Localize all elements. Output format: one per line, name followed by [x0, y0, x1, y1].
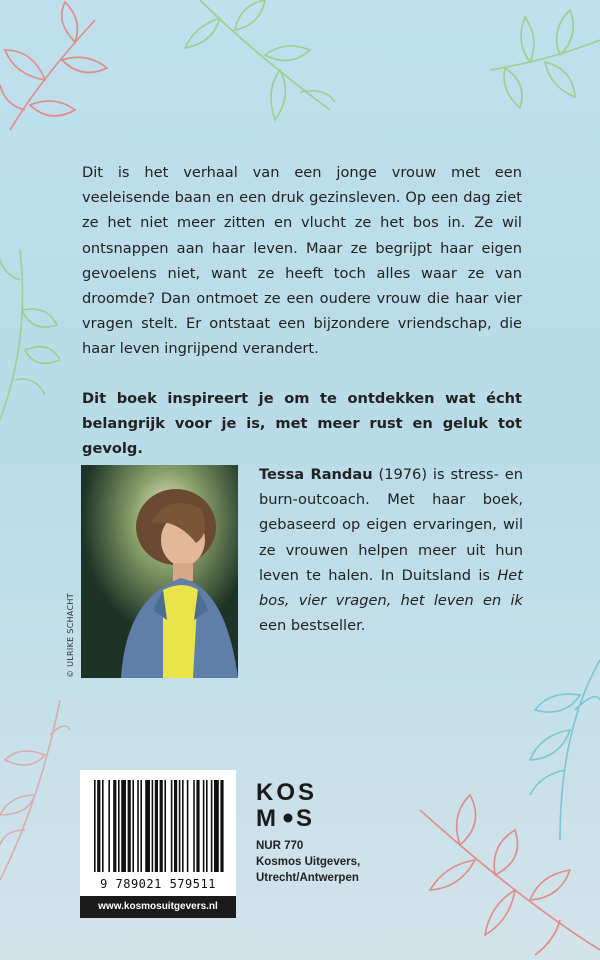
logo-line2-left: M	[256, 805, 276, 830]
leaf-sprig-bottom-right-icon	[400, 780, 600, 960]
publisher-url: www.kosmosuitgevers.nl	[80, 896, 236, 918]
kosmos-logo-icon	[256, 778, 326, 830]
barcode-bar	[94, 780, 96, 872]
barcode-bar	[152, 780, 154, 872]
author-bio-part2: een bestseller.	[259, 617, 366, 635]
nur-code: NUR 770	[256, 840, 304, 852]
barcode-bar	[97, 780, 100, 872]
barcode-box	[80, 770, 236, 918]
author-photo	[81, 465, 238, 678]
barcode-bar	[174, 780, 177, 872]
isbn-number: 9 789021 579511	[100, 877, 216, 891]
barcode-bar	[203, 780, 205, 872]
leaf-sprig-top-center-icon	[180, 0, 340, 130]
book-title: Het bos, vier vragen, het leven en ik	[259, 566, 523, 610]
author-photo-illustration	[81, 465, 238, 678]
barcode-bar	[108, 780, 110, 872]
barcode-bar	[160, 780, 163, 872]
leaf-sprig-top-left-icon	[0, 0, 140, 140]
logo-line2-right: S	[296, 805, 313, 830]
barcode-bar	[155, 780, 158, 872]
barcode-bar	[179, 780, 181, 872]
barcode-bar	[121, 780, 126, 872]
barcode-bar	[164, 780, 166, 872]
barcode-bar	[113, 780, 116, 872]
publisher-info	[256, 838, 376, 886]
leaf-sprig-top-right-icon	[450, 0, 600, 130]
publisher-name: Kosmos Uitgevers,	[256, 856, 361, 868]
barcode-bar	[132, 780, 134, 872]
barcode-bar	[220, 780, 223, 872]
publisher-city: Utrecht/Antwerpen	[256, 872, 359, 884]
barcode-bar	[196, 780, 199, 872]
barcode-bar	[102, 780, 104, 872]
tagline-text: Dit boek inspireert je om te ontdekken wat écht belangrijk voor je is, met meer rust en geluk tot gevolg.	[82, 390, 522, 458]
photo-credit: © ULRIKE SCHACHT	[66, 593, 75, 678]
barcode-bar	[182, 780, 184, 872]
barcode-icon	[80, 770, 236, 878]
barcode-bar	[211, 780, 213, 872]
leaf-sprig-left-middle-icon	[0, 250, 60, 430]
leaf-sprig-bottom-left-icon	[0, 700, 70, 880]
barcode-bar	[214, 780, 219, 872]
author-name: Tessa Randau	[259, 466, 373, 483]
barcode-bar	[140, 780, 142, 872]
barcode-bar	[206, 780, 208, 872]
author-bio	[259, 462, 523, 638]
author-bio-part1: (1976) is stress- en burn-outcoach. Met haar boek, gebaseerd op eigen ervaringen, wil ze vrouwen helpen meer uit hun leven te halen. In Duitsland is	[259, 466, 523, 584]
barcode-bar	[193, 780, 195, 872]
logo-line1: KOS	[256, 779, 318, 806]
barcode-bar	[145, 780, 150, 872]
logo-dot	[284, 814, 293, 823]
blurb-text: Dit is het verhaal van een jonge vrouw met een veeleisende baan en een druk gezinsleven. Op een dag ziet ze het niet meer zitten en vlucht ze het bos in. Ze wil ontsnappen aan haar leven. Maar ze begrijpt haar eigen gevoelens niet, want ze heeft toch alles waar ze van droomde? Dan ontmoet ze een oudere vrouw die haar vier vragen stelt. Er ontstaat een bijzondere vriendschap, die haar leven ingrijpend verandert.	[82, 164, 522, 358]
barcode-bar	[171, 780, 173, 872]
barcode-bar	[118, 780, 120, 872]
barcode-bar	[187, 780, 189, 872]
barcode-bar	[128, 780, 131, 872]
barcode-bar	[137, 780, 139, 872]
